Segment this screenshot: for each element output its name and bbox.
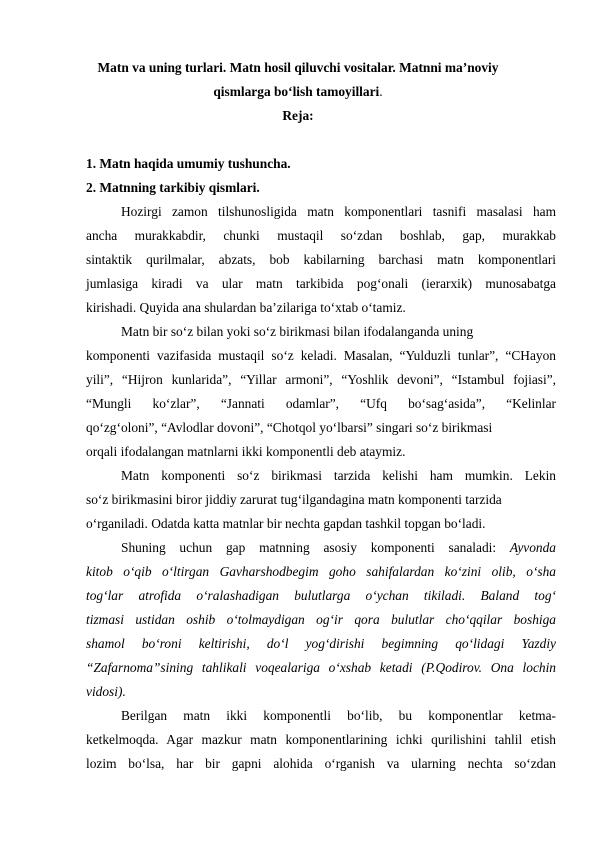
paragraph-line: o‘rganiladi. Odatda katta matnlar bir nechta gapdan tashkil topgan bo‘ladi. <box>86 516 486 531</box>
title-line-2-wrap <box>0 84 596 100</box>
quote-line: kitob o‘qib o‘ltirgan Gavharshodbegim goho sahifalardan ko‘zini olib, o‘sha <box>86 564 556 579</box>
paragraph-line: ancha murakkabdir, chunki mustaqil so‘zdan boshlab, gap, murakkab <box>86 228 556 243</box>
paragraph-line: Berilgan matn ikki komponentli bo‘lib, bu komponentlar ketma- <box>121 708 556 723</box>
plan-item-1: 1. Matn haqida umumiy tushuncha. <box>86 156 291 171</box>
paragraph-line: Hozirgi zamon tilshunosligida matn komponentlari tasnifi masalasi ham <box>121 204 556 219</box>
title-line-1: Matn va uning turlari. Matn hosil qiluvchi vositalar. Matnni ma’noviy <box>97 60 499 75</box>
plan-heading: Reja: <box>282 108 314 123</box>
paragraph-line: komponenti vazifasida mustaqil so‘z keladi. Masalan, “Yulduzli tunlar”, “CHayon <box>86 348 556 363</box>
quote-line: tizmasi ustidan oshib o‘tolmaydigan og‘ir qora bulutlar cho‘qqilar boshiga <box>86 612 556 627</box>
paragraph-line: orqali ifodalangan matnlarni ikki komponentli deb ataymiz. <box>86 444 406 459</box>
paragraph-line: jumlasiga kiradi va ular matn tarkibida pog‘onali (ierarxik) munosabatga <box>86 276 556 291</box>
paragraph-line: lozim bo‘lsa, har bir gapni alohida o‘rganish va ularning nechta so‘zdan <box>86 756 556 771</box>
paragraph-text: Shuning uchun gap matnning asosiy komponenti sanaladi: <box>121 540 497 555</box>
paragraph-line: sintaktik qurilmalar, abzats, bob kabilarning barchasi matn komponentlari <box>86 252 556 267</box>
quote-line: tog‘lar atrofida o‘ralashadigan bulutlarga o‘ychan tikiladi. Baland tog‘ <box>86 588 556 603</box>
title-end: . <box>379 84 383 99</box>
quote-line: vidosi). <box>86 684 126 699</box>
paragraph-line: Matn bir so‘z bilan yoki so‘z birikmasi bilan ifodalanganda uning <box>121 324 474 339</box>
paragraph-line: “Mungli ko‘zlar”, “Jannati odamlar”, “Ufq bo‘sag‘asida”, “Kelinlar <box>86 396 556 411</box>
paragraph-line: ketkelmoqda. Agar mazkur matn komponentlarining ichki qurilishini tahlil etish <box>86 732 556 747</box>
paragraph-line: kirishadi. Quyida ana shulardan ba’zilariga to‘xtab o‘tamiz. <box>86 300 406 315</box>
paragraph-line-with-quote <box>121 540 556 556</box>
paragraph-line: qo‘zg‘oloni”, “Avlodlar dovoni”, “Chotqol yo‘lbarsi” singari so‘z birikmasi <box>86 420 493 435</box>
title-line-2: qismlarga bo‘lish tamoyillari <box>213 84 380 99</box>
plan-item-2: 2. Matnning tarkibiy qismlari. <box>86 180 260 195</box>
quote-line: “Zafarnoma”sining tahlikali voqealariga o‘xshab ketadi (P.Qodirov. Ona lochin <box>86 660 556 675</box>
quote-line: shamol bo‘roni keltirishi, do‘l yog‘dirishi begimning qo‘lidagi Yazdiy <box>86 636 556 651</box>
quote-start: Ayvonda <box>509 540 556 555</box>
paragraph-line: yili”, “Hijron kunlarida”, “Yillar armoni”, “Yoshlik devoni”, “Istambul fojiasi”, <box>86 372 556 387</box>
paragraph-line: Matn komponenti so‘z birikmasi tarzida kelishi ham mumkin. Lekin <box>121 468 556 483</box>
paragraph-line: so‘z birikmasini biror jiddiy zarurat tug‘ilgandagina matn komponenti tarzida <box>86 492 502 507</box>
